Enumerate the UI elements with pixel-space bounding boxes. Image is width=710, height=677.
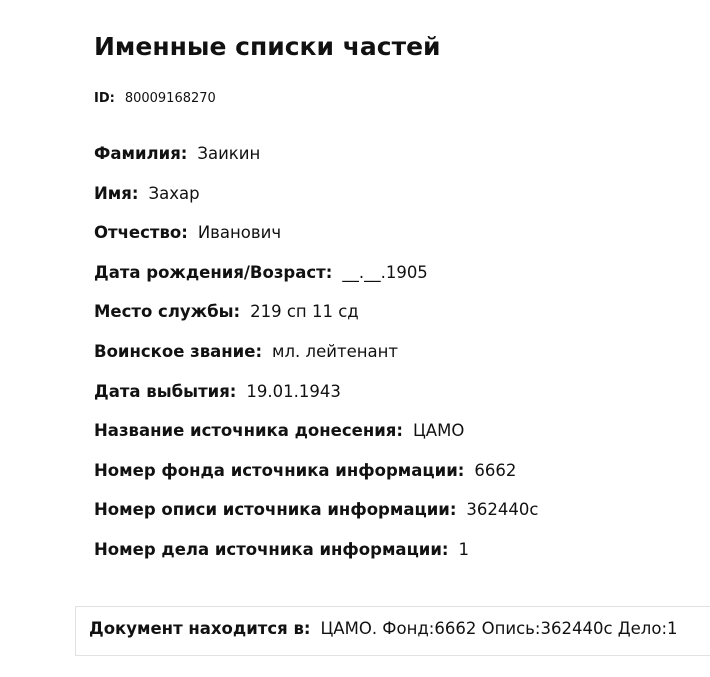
field-military-rank bbox=[94, 340, 538, 380]
field-label: Место службы: bbox=[94, 302, 241, 322]
record-id-label: ID: bbox=[94, 91, 115, 106]
field-surname bbox=[94, 142, 538, 182]
record-fields bbox=[94, 142, 538, 578]
field-value: мл. лейтенант bbox=[272, 341, 399, 361]
page-title: Именные списки частей bbox=[94, 32, 441, 61]
field-value: 19.01.1943 bbox=[246, 381, 341, 401]
field-departure-date bbox=[94, 380, 538, 420]
field-label: Воинское звание: bbox=[94, 341, 263, 361]
document-location-label: Документ находится в: bbox=[89, 619, 311, 638]
field-value: 219 сп 11 сд bbox=[250, 302, 359, 322]
field-source-name bbox=[94, 419, 538, 459]
field-label: Номер описи источника информации: bbox=[94, 500, 457, 520]
field-inventory-number bbox=[94, 498, 538, 538]
record-id-value: 80009168270 bbox=[124, 91, 216, 106]
field-value: 6662 bbox=[474, 460, 517, 480]
document-location-value: ЦАМО. Фонд:6662 Опись:362440с Дело:1 bbox=[320, 619, 678, 638]
field-label: Имя: bbox=[94, 183, 139, 203]
record-id bbox=[94, 90, 216, 108]
field-case-number bbox=[94, 538, 538, 578]
field-value: __.__.1905 bbox=[342, 262, 428, 282]
field-label: Дата рождения/Возраст: bbox=[94, 262, 333, 282]
field-value: 1 bbox=[458, 539, 470, 559]
field-value: ЦАМО bbox=[413, 421, 465, 441]
field-value: Захар bbox=[148, 183, 200, 203]
field-value: Заикин bbox=[197, 144, 261, 163]
field-patronymic bbox=[94, 221, 538, 261]
field-value: Иванович bbox=[197, 223, 282, 243]
field-label: Дата выбытия: bbox=[94, 381, 237, 401]
document-location-box bbox=[75, 606, 710, 656]
document-location bbox=[89, 617, 678, 641]
field-label: Отчество: bbox=[94, 223, 188, 243]
field-fund-number bbox=[94, 459, 538, 499]
field-label: Фамилия: bbox=[94, 144, 188, 163]
field-birth-date bbox=[94, 261, 538, 301]
field-label: Номер дела источника информации: bbox=[94, 539, 449, 559]
field-first-name bbox=[94, 182, 538, 222]
field-label: Номер фонда источника информации: bbox=[94, 460, 465, 480]
field-label: Название источника донесения: bbox=[94, 421, 403, 441]
field-service-place bbox=[94, 300, 538, 340]
field-value: 362440с bbox=[466, 500, 539, 520]
